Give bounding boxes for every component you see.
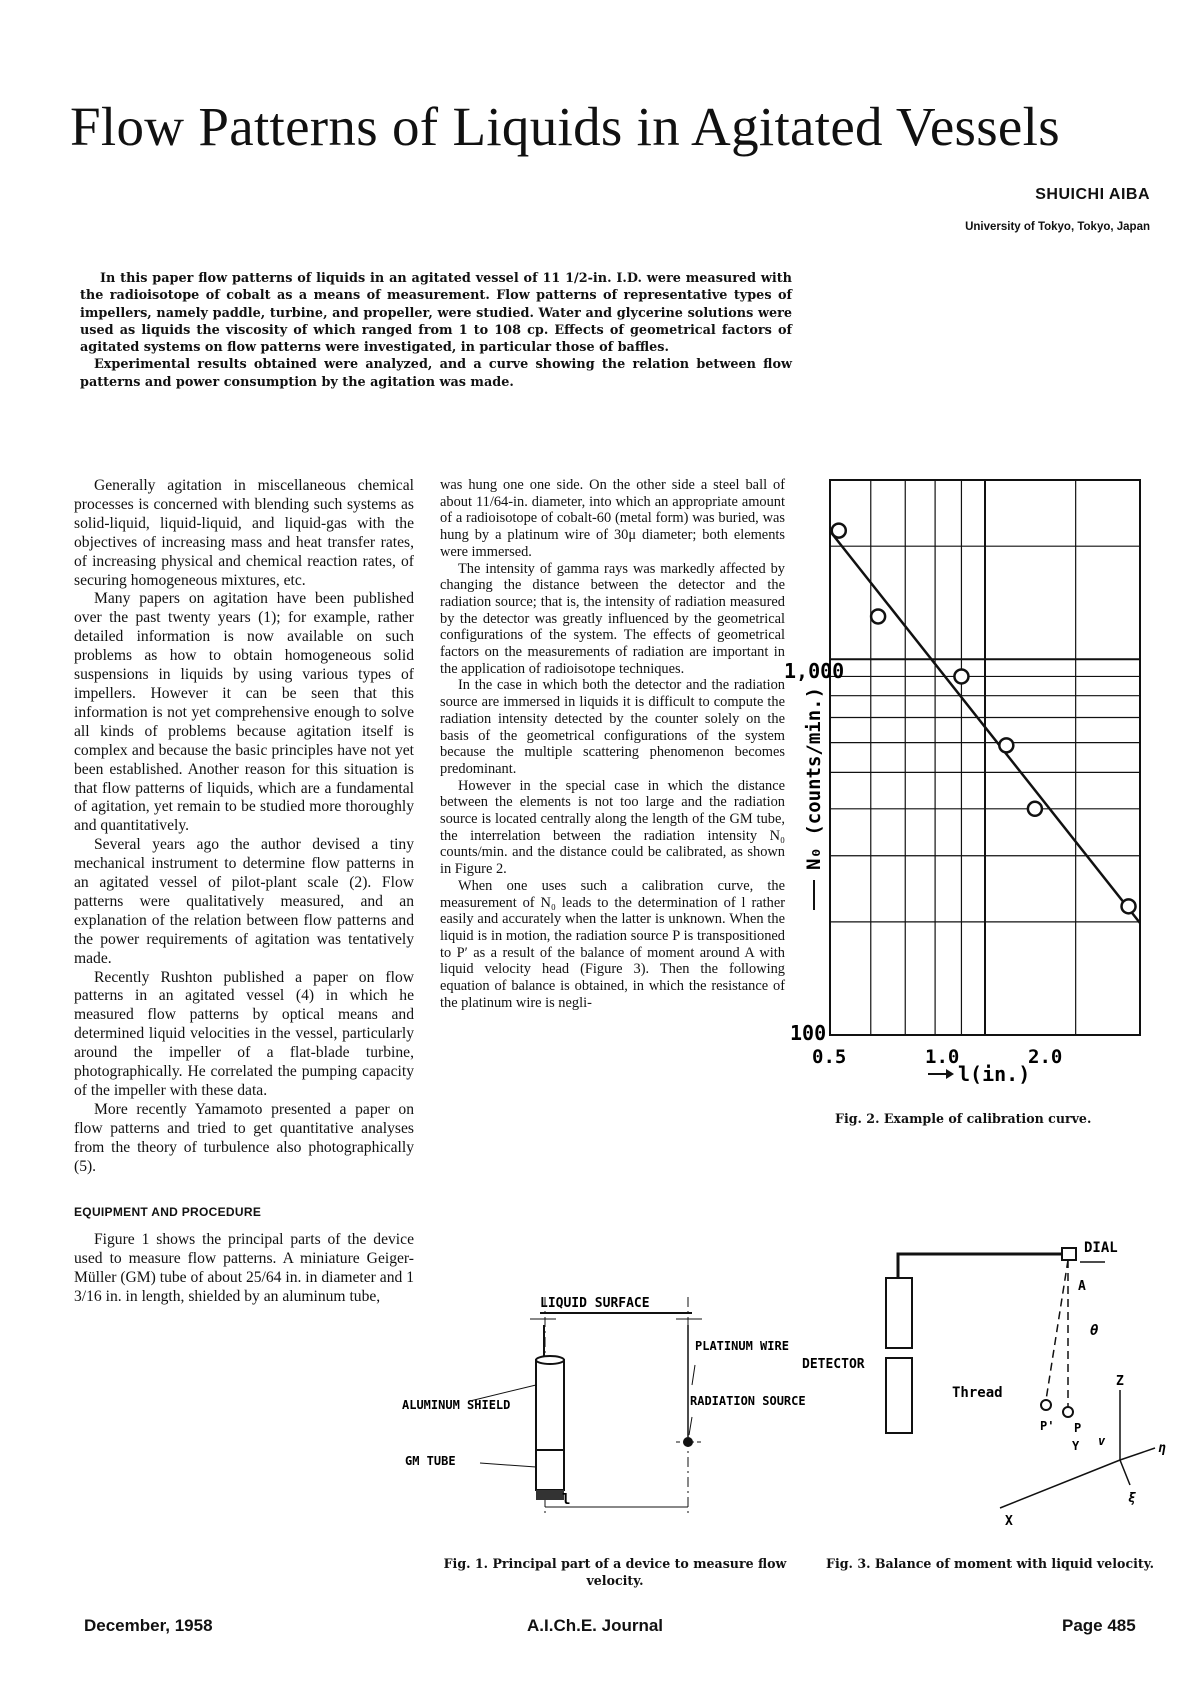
body-paragraph: Recently Rushton published a paper on flow patterns in an agitated vessel (4) in which he measured flow patterns by optical means and determined liquid velocities in the vessel, particularly around the impeller of a flat-blade turbine, photographically. He correlated the pumping capacity of the impeller with these data. bbox=[74, 968, 414, 1099]
z-label: Z bbox=[1116, 1374, 1124, 1389]
dial-pivot bbox=[1062, 1248, 1076, 1260]
gm-tube-label: GM TUBE bbox=[405, 1454, 456, 1468]
footer-page: Page 485 bbox=[1062, 1616, 1136, 1635]
xi-label: ξ bbox=[1128, 1491, 1136, 1506]
y-tick-label-1000: 1,000 bbox=[784, 659, 845, 683]
figure-1-caption: Fig. 1. Principal part of a device to measure flow velocity. bbox=[443, 1556, 787, 1588]
dial-label: DIAL bbox=[1084, 1240, 1118, 1256]
theta-label: θ bbox=[1090, 1323, 1099, 1339]
section-heading: EQUIPMENT AND PROCEDURE bbox=[74, 1204, 262, 1219]
y-axis-label: N₀ (counts/min.) bbox=[803, 686, 825, 870]
abstract-paragraph: In this paper flow patterns of liquids in an agitated vessel of 11 1/2-in. I.D. were measured with the radioisotope of cobalt as a means of measurement. Flow patterns of representative types of impellers, namely paddle, turbine, and propeller, were studied. Water and glycerine solutions were used as liquids the viscosity of which ranged from 1 to 108 cp. Effects of geometrical factors of agitated systems on flow patterns were investigated, in particular those of baffles. bbox=[80, 271, 792, 356]
leader-line bbox=[480, 1463, 536, 1467]
data-point bbox=[954, 669, 968, 683]
x-tick-label-2.0: 2.0 bbox=[1028, 1046, 1063, 1068]
x-axis-arrowhead bbox=[946, 1069, 954, 1079]
y-tick-label-100: 100 bbox=[790, 1021, 827, 1045]
body-paragraph: When one uses such a calibration curve, the measurement of N₀ leads to the determination of l rather easily and accurately when the latter is unknown. When the liquid is in motion, the radiation source P is transpositioned to P′ as a result of the balance of moment around A with liquid velocity head (Figure 3). Then the following equation of balance is obtained, in which the resistance of the platinum wire is negli- bbox=[440, 877, 785, 1011]
x-label: X bbox=[1005, 1514, 1013, 1529]
xi-axis bbox=[1120, 1460, 1130, 1485]
x-axis-label: l(in.) bbox=[958, 1062, 1031, 1086]
author-affiliation: University of Tokyo, Tokyo, Japan bbox=[965, 221, 1150, 233]
detector-upper bbox=[886, 1278, 912, 1348]
source-rest bbox=[1063, 1407, 1073, 1417]
figure-2-calibration-chart bbox=[784, 470, 1170, 1090]
author-name: SHUICHI AIBA bbox=[1035, 186, 1150, 203]
paper-title: Flow Patterns of Liquids in Agitated Vessels bbox=[70, 96, 1060, 157]
y-label: Y bbox=[1072, 1439, 1080, 1453]
detector-label: DETECTOR bbox=[802, 1357, 865, 1372]
data-point bbox=[832, 524, 846, 538]
x-tick-label-1.0: 1.0 bbox=[925, 1046, 960, 1068]
source-displaced bbox=[1041, 1400, 1051, 1410]
dial-arm bbox=[898, 1254, 1062, 1278]
body-paragraph: Generally agitation in miscellaneous chemical processes is concerned with blending such systems as solid-liquid, liquid-liquid, and liquid-gas with the objectives of increasing mass and heat transfer rates, of increasing physical and chemical reaction rates, of securing homogeneous mixtures, etc. bbox=[74, 477, 414, 589]
body-paragraph: Several years ago the author devised a tiny mechanical instrument to determine flow patterns in an agitated vessel of pilot-plant scale (2). Flow patterns were qualitatively measured, and an explanation of the relation between flow patterns and the power requirements of agitation was tentatively made. bbox=[74, 836, 414, 967]
body-paragraph: In the case in which both the detector and the radiation source are immersed in liquids it is difficult to compute the radiation intensity detected by the counter solely on the basis of the geometrical configurations of the system because the multiple scattering phenomenon becomes predominant. bbox=[440, 677, 785, 777]
thread-label: Thread bbox=[952, 1385, 1003, 1401]
footer-journal: A.I.Ch.E. Journal bbox=[527, 1616, 664, 1635]
distance-label: l bbox=[562, 1492, 571, 1508]
aluminum-shield bbox=[536, 1360, 564, 1450]
body-column-1 bbox=[74, 477, 414, 1307]
gm-tube bbox=[536, 1450, 564, 1490]
p-prime-label: P' bbox=[1040, 1419, 1055, 1433]
data-point bbox=[871, 609, 885, 623]
eta-label: η bbox=[1158, 1441, 1166, 1456]
body-column-2 bbox=[440, 477, 785, 1012]
point-a-label: A bbox=[1078, 1279, 1086, 1294]
chart-points bbox=[832, 524, 1136, 914]
v-label: v bbox=[1098, 1434, 1106, 1448]
body-paragraph: However in the special case in which the distance between the elements is not too large and the radiation source is located centrally along the length of the GM tube, the interrelation between the radiation intensity N₀ counts/min. and the distance could be calibrated, as shown in Figure 2. bbox=[440, 777, 785, 878]
footer-date: December, 1958 bbox=[84, 1616, 213, 1635]
shield-top bbox=[536, 1356, 564, 1364]
detector-lower bbox=[886, 1358, 912, 1433]
leader-line bbox=[692, 1365, 695, 1385]
body-paragraph: Many papers on agitation have been published over the past twenty years (1); for example, rather detailed information is now available on such problems as how to obtain homogeneous solid suspensions in liquids by using various types of impellers. However it can be seen that this information is not yet comprehensive enough to solve all kinds of problems because agitation itself is complex and because the basic principles have not yet been established. Another reason for this situation is that flow patterns of liquids, which are a fundamental of agitation, yet remain to be studied more thoroughly and quantitatively. bbox=[74, 590, 414, 835]
data-point bbox=[1122, 899, 1136, 913]
data-point bbox=[999, 738, 1013, 752]
p-label: P bbox=[1074, 1421, 1082, 1435]
figure-3-caption: Fig. 3. Balance of moment with liquid velocity. bbox=[826, 1556, 1154, 1571]
liquid-surface-label: LIQUID SURFACE bbox=[540, 1296, 650, 1311]
radiation-source-label: RADIATION SOURCE bbox=[690, 1394, 806, 1408]
eta-axis bbox=[1120, 1448, 1155, 1460]
x-axis bbox=[1000, 1460, 1120, 1508]
figure-1-device-diagram bbox=[402, 1285, 806, 1535]
leader-line bbox=[689, 1417, 692, 1435]
figure-2-caption: Fig. 2. Example of calibration curve. bbox=[835, 1111, 1092, 1126]
aluminum-shield-label: ALUMINUM SHIELD bbox=[402, 1398, 511, 1412]
abstract-paragraph: Experimental results obtained were analyzed, and a curve showing the relation between flow patterns and power consumption by the agitation was made. bbox=[80, 357, 792, 390]
deflected-thread bbox=[1046, 1260, 1068, 1400]
body-paragraph: More recently Yamamoto presented a paper on flow patterns and tried to get quantitative analyses from the theory of turbulence also photographically (5). bbox=[74, 1100, 414, 1175]
platinum-wire-label: PLATINUM WIRE bbox=[695, 1339, 789, 1353]
body-paragraph: Figure 1 shows the principal parts of the device used to measure flow patterns. A miniature Geiger-Müller (GM) tube of about 25/64 in. in diameter and 1 3/16 in. in length, shielded by an aluminum tube, bbox=[74, 1231, 414, 1306]
gm-tube-base bbox=[536, 1490, 564, 1500]
chart-grid bbox=[830, 480, 1140, 1035]
body-paragraph: was hung one one side. On the other side a steel ball of about 11/64-in. diameter, into which an appropriate amount of a radioisotope of cobalt-60 (metal form) was buried, was hung by a platinum wire of 30μ diameter; both elements were immersed. bbox=[440, 477, 785, 560]
x-tick-label-0.5: 0.5 bbox=[812, 1046, 847, 1068]
body-paragraph: The intensity of gamma rays was markedly affected by changing the distance between the detector and the radiation source; that is, the intensity of radiation measured by the detector was greatly influenced by the geometrical configurations of the system. The effects of geometrical factors on the measurements of radiation are important in the application of radioisotope techniques. bbox=[440, 560, 785, 677]
abstract bbox=[80, 270, 792, 391]
data-point bbox=[1028, 802, 1042, 816]
figure-3-moment-diagram bbox=[800, 1240, 1170, 1550]
